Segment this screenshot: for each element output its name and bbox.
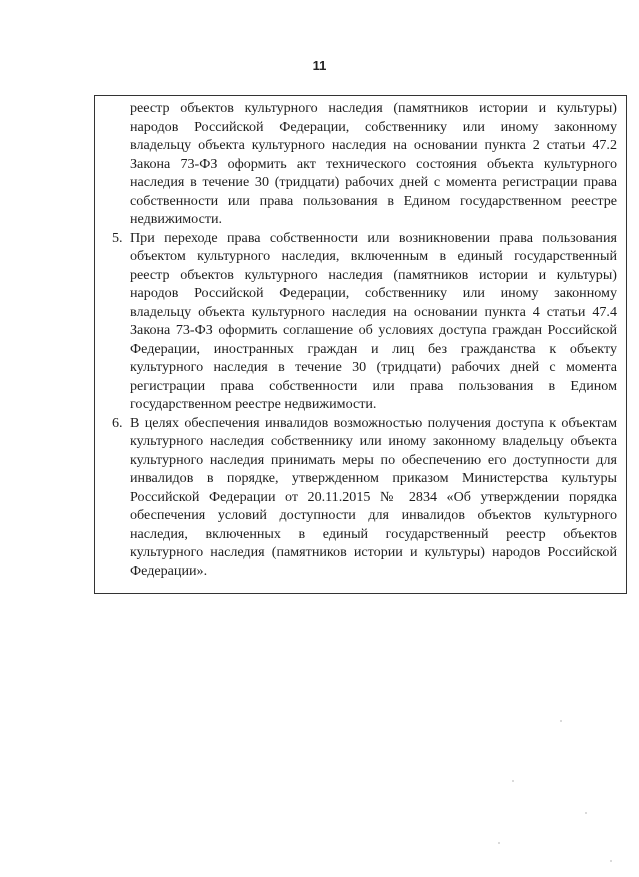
page-number: 11 — [312, 58, 327, 73]
text-line: народов Российской Федерации, собственнику или иному законному — [130, 118, 617, 135]
text-line: культурного наследия в течение 30 (тридцати) рабочих дней с момента — [130, 359, 617, 375]
text-line: наследия в течение 30 (тридцати) рабочих дней с момента регистрации права — [130, 174, 617, 190]
text-line: объектом культурного наследия, включенным в единый государственный — [130, 248, 617, 264]
scan-speck — [498, 842, 500, 844]
text-line: инвалидов в порядке, утвержденном приказом Министерства культуры — [130, 470, 617, 486]
text-line: Российской Федерации от 20.11.2015 № 2834 «Об утверждении порядка — [130, 488, 617, 505]
text-line: собственности или права пользования в Едином государственном реестре — [130, 192, 617, 209]
list-item-5 — [112, 229, 617, 414]
text-line: В целях обеспечения инвалидов возможностью получения доступа к объектам — [130, 414, 617, 431]
scan-speck — [512, 780, 514, 782]
text-line: культурного наследия (памятников истории и культуры) народов Российской — [130, 544, 617, 560]
text-line: государственном реестре недвижимости. — [130, 396, 377, 412]
text-line: регистрации права собственности или права пользования в Едином — [130, 377, 617, 394]
text-line: наследия, включенных в единый государственный реестр объектов — [130, 525, 617, 542]
scan-speck — [560, 720, 562, 722]
continuation-paragraph — [112, 99, 617, 229]
text-line: владельцу объекта культурного наследия на основании пункта 2 статьи 47.2 — [130, 137, 617, 153]
scan-speck — [585, 812, 587, 814]
list-item-number: 6. — [112, 414, 123, 431]
text-line: Федерации, иностранных граждан и лиц без гражданства к объекту — [130, 340, 617, 357]
text-line: реестр объектов культурного наследия (памятников истории и культуры) — [130, 100, 617, 116]
text-line: народов Российской Федерации, собственнику или иному законному — [130, 285, 617, 301]
scan-speck — [610, 860, 612, 862]
text-line: владельцу объекта культурного наследия на основании пункта 4 статьи 47.4 — [130, 303, 617, 320]
document-text-frame — [94, 95, 627, 594]
list-item-6 — [112, 414, 617, 581]
text-line: недвижимости. — [130, 211, 223, 227]
text-line: Закона 73-ФЗ оформить акт технического состояния объекта культурного — [130, 155, 617, 172]
text-line: Федерации». — [130, 562, 208, 579]
text-line: обеспечения условий доступности для инвалидов объектов культурного — [130, 507, 617, 523]
text-line: При переходе права собственности или возникновении права пользования — [130, 229, 617, 246]
list-item-number: 5. — [112, 229, 123, 246]
text-line: культурного наследия принимать меры по обеспечению его доступности для — [130, 451, 617, 468]
text-line: реестр объектов культурного наследия (памятников истории и культуры) — [130, 266, 617, 283]
text-line: Закона 73-ФЗ оформить соглашение об условиях доступа граждан Российской — [130, 322, 617, 338]
text-line: культурного наследия собственнику или иному законному владельцу объекта — [130, 433, 617, 449]
